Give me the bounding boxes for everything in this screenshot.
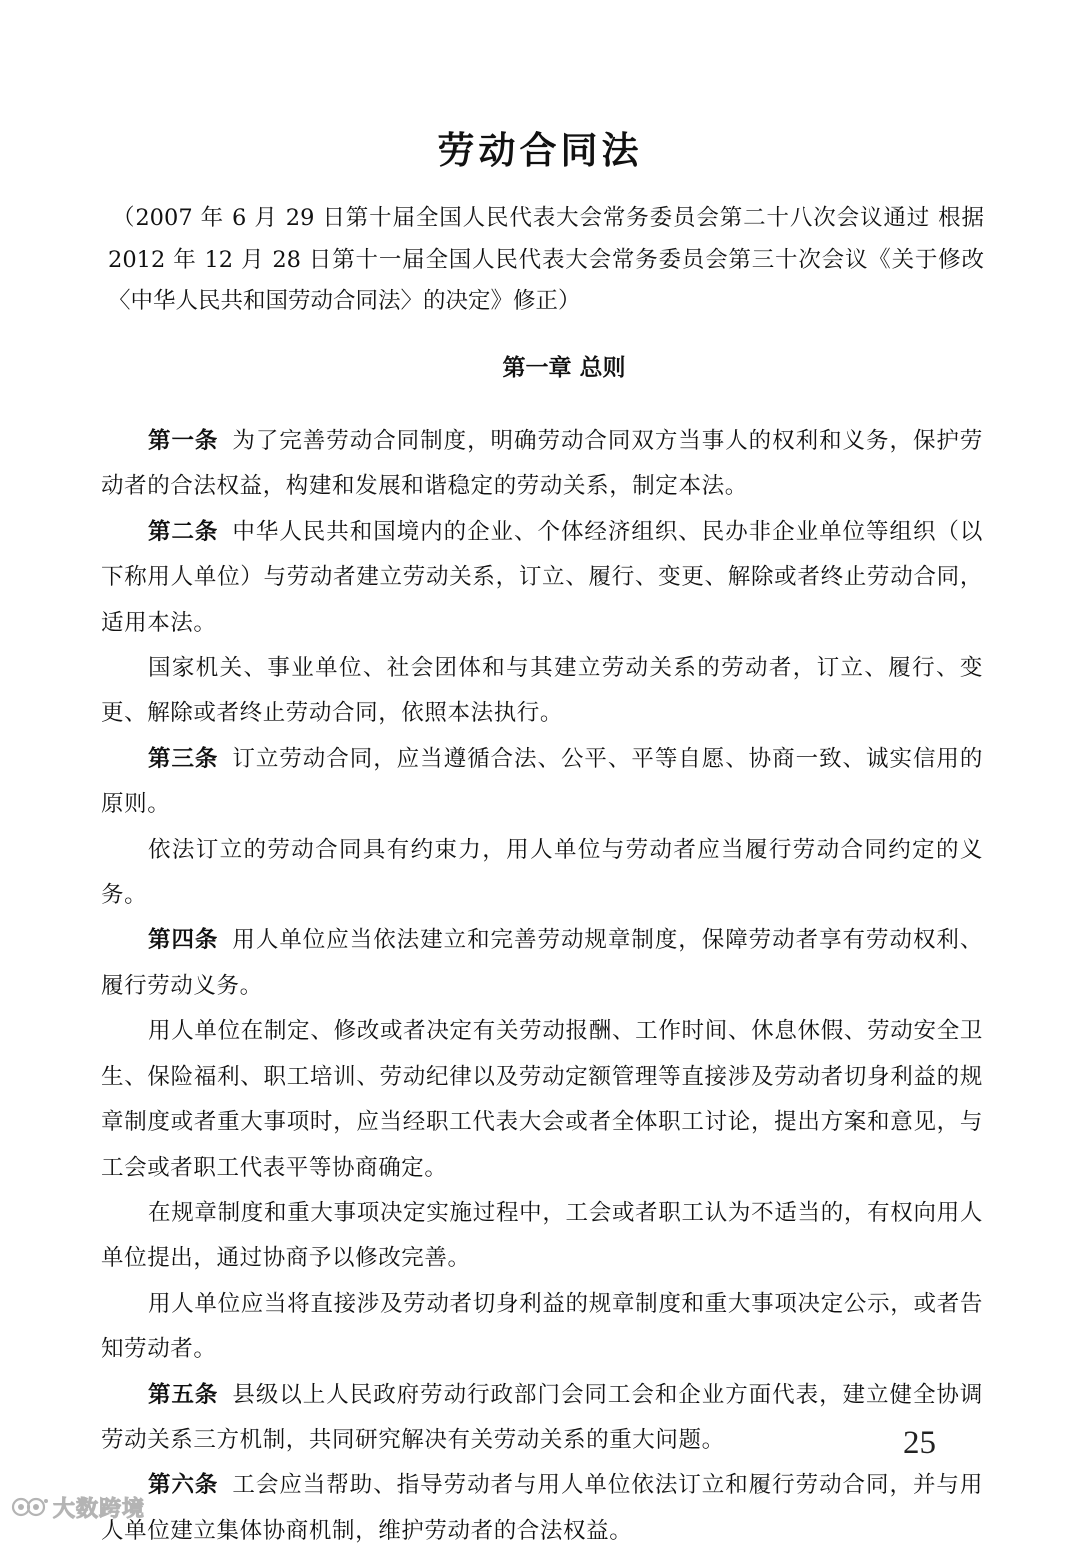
article-text: 用人单位应当依法建立和完善劳动规章制度，保障劳动者享有劳动权利、履行劳动义务。 [101, 927, 983, 999]
article-paragraph [101, 1463, 983, 1554]
article-paragraph [101, 419, 983, 510]
article-paragraph [101, 1282, 983, 1373]
article-label: 第一条 [148, 428, 219, 454]
article-paragraph [101, 1191, 983, 1282]
article-text: 用人单位在制定、修改或者决定有关劳动报酬、工作时间、休息休假、劳动安全卫生、保险福利、职工培训、劳动纪律以及劳动定额管理等直接涉及劳动者切身利益的规章制度或者重大事项时，应当经职工代表大会或者全体职工讨论，提出方案和意见，与工会或者职工代表平等协商确定。 [101, 1018, 983, 1181]
page-number: 25 [903, 1425, 936, 1461]
article-text: 国家机关、事业单位、社会团体和与其建立劳动关系的劳动者，订立、履行、变更、解除或者终止劳动合同，依照本法执行。 [101, 655, 983, 727]
article-text: 依法订立的劳动合同具有约束力，用人单位与劳动者应当履行劳动合同约定的义务。 [101, 836, 983, 909]
watermark-text: 大数跨境 [53, 1496, 146, 1522]
article-text: 县级以上人民政府劳动行政部门会同工会和企业方面代表，建立健全协调劳动关系三方机制，共同研究解决有关劳动关系的重大问题。 [101, 1381, 983, 1453]
article-label: 第二条 [148, 518, 219, 545]
dashuju-logo-icon [10, 1494, 50, 1520]
article-label: 第五条 [148, 1381, 219, 1408]
article-label: 第四条 [148, 927, 219, 954]
article-paragraph [101, 828, 983, 919]
article-text: 中华人民共和国境内的企业、个体经济组织、民办非企业单位等组织（以下称用人单位）与劳动者建立劳动关系，订立、履行、变更、解除或者终止劳动合同，适用本法。 [101, 518, 983, 636]
article-label: 第三条 [148, 745, 219, 772]
article-text: 在规章制度和重大事项决定实施过程中，工会或者职工认为不适当的，有权向用人单位提出，通过协商予以修改完善。 [101, 1199, 983, 1272]
page-title: 劳动合同法 [437, 128, 643, 172]
chapter-heading: 第一章 总则 [502, 354, 626, 381]
article-paragraph [101, 510, 983, 646]
article-paragraph [101, 918, 983, 1009]
article-text: 订立劳动合同，应当遵循合法、公平、平等自愿、协商一致、诚实信用的原则。 [101, 745, 983, 818]
article-paragraph [101, 646, 983, 737]
article-text: 用人单位应当将直接涉及劳动者切身利益的规章制度和重大事项决定公示，或者告知劳动者。 [101, 1290, 983, 1363]
article-label: 第六条 [148, 1472, 219, 1499]
law-preamble: （2007 年 6 月 29 日第十届全国人民代表大会常务委员会第二十八次会议通过 根据 2012 年 12 月 28 日第十一届全国人民代表大会常务委员会第三十次会议《关于修改〈中华人民共和国劳动合同法〉的决定》修正） [108, 205, 984, 314]
article-body [101, 419, 983, 1554]
watermark [10, 1493, 145, 1521]
article-text: 工会应当帮助、指导劳动者与用人单位依法订立和履行劳动合同，并与用人单位建立集体协商机制，维护劳动者的合法权益。 [101, 1472, 983, 1544]
article-paragraph [101, 1009, 983, 1191]
article-text: 为了完善劳动合同制度，明确劳动合同双方当事人的权利和义务，保护劳动者的合法权益，构建和发展和谐稳定的劳动关系，制定本法。 [101, 428, 983, 500]
article-paragraph [101, 737, 983, 828]
article-paragraph [101, 1373, 983, 1464]
